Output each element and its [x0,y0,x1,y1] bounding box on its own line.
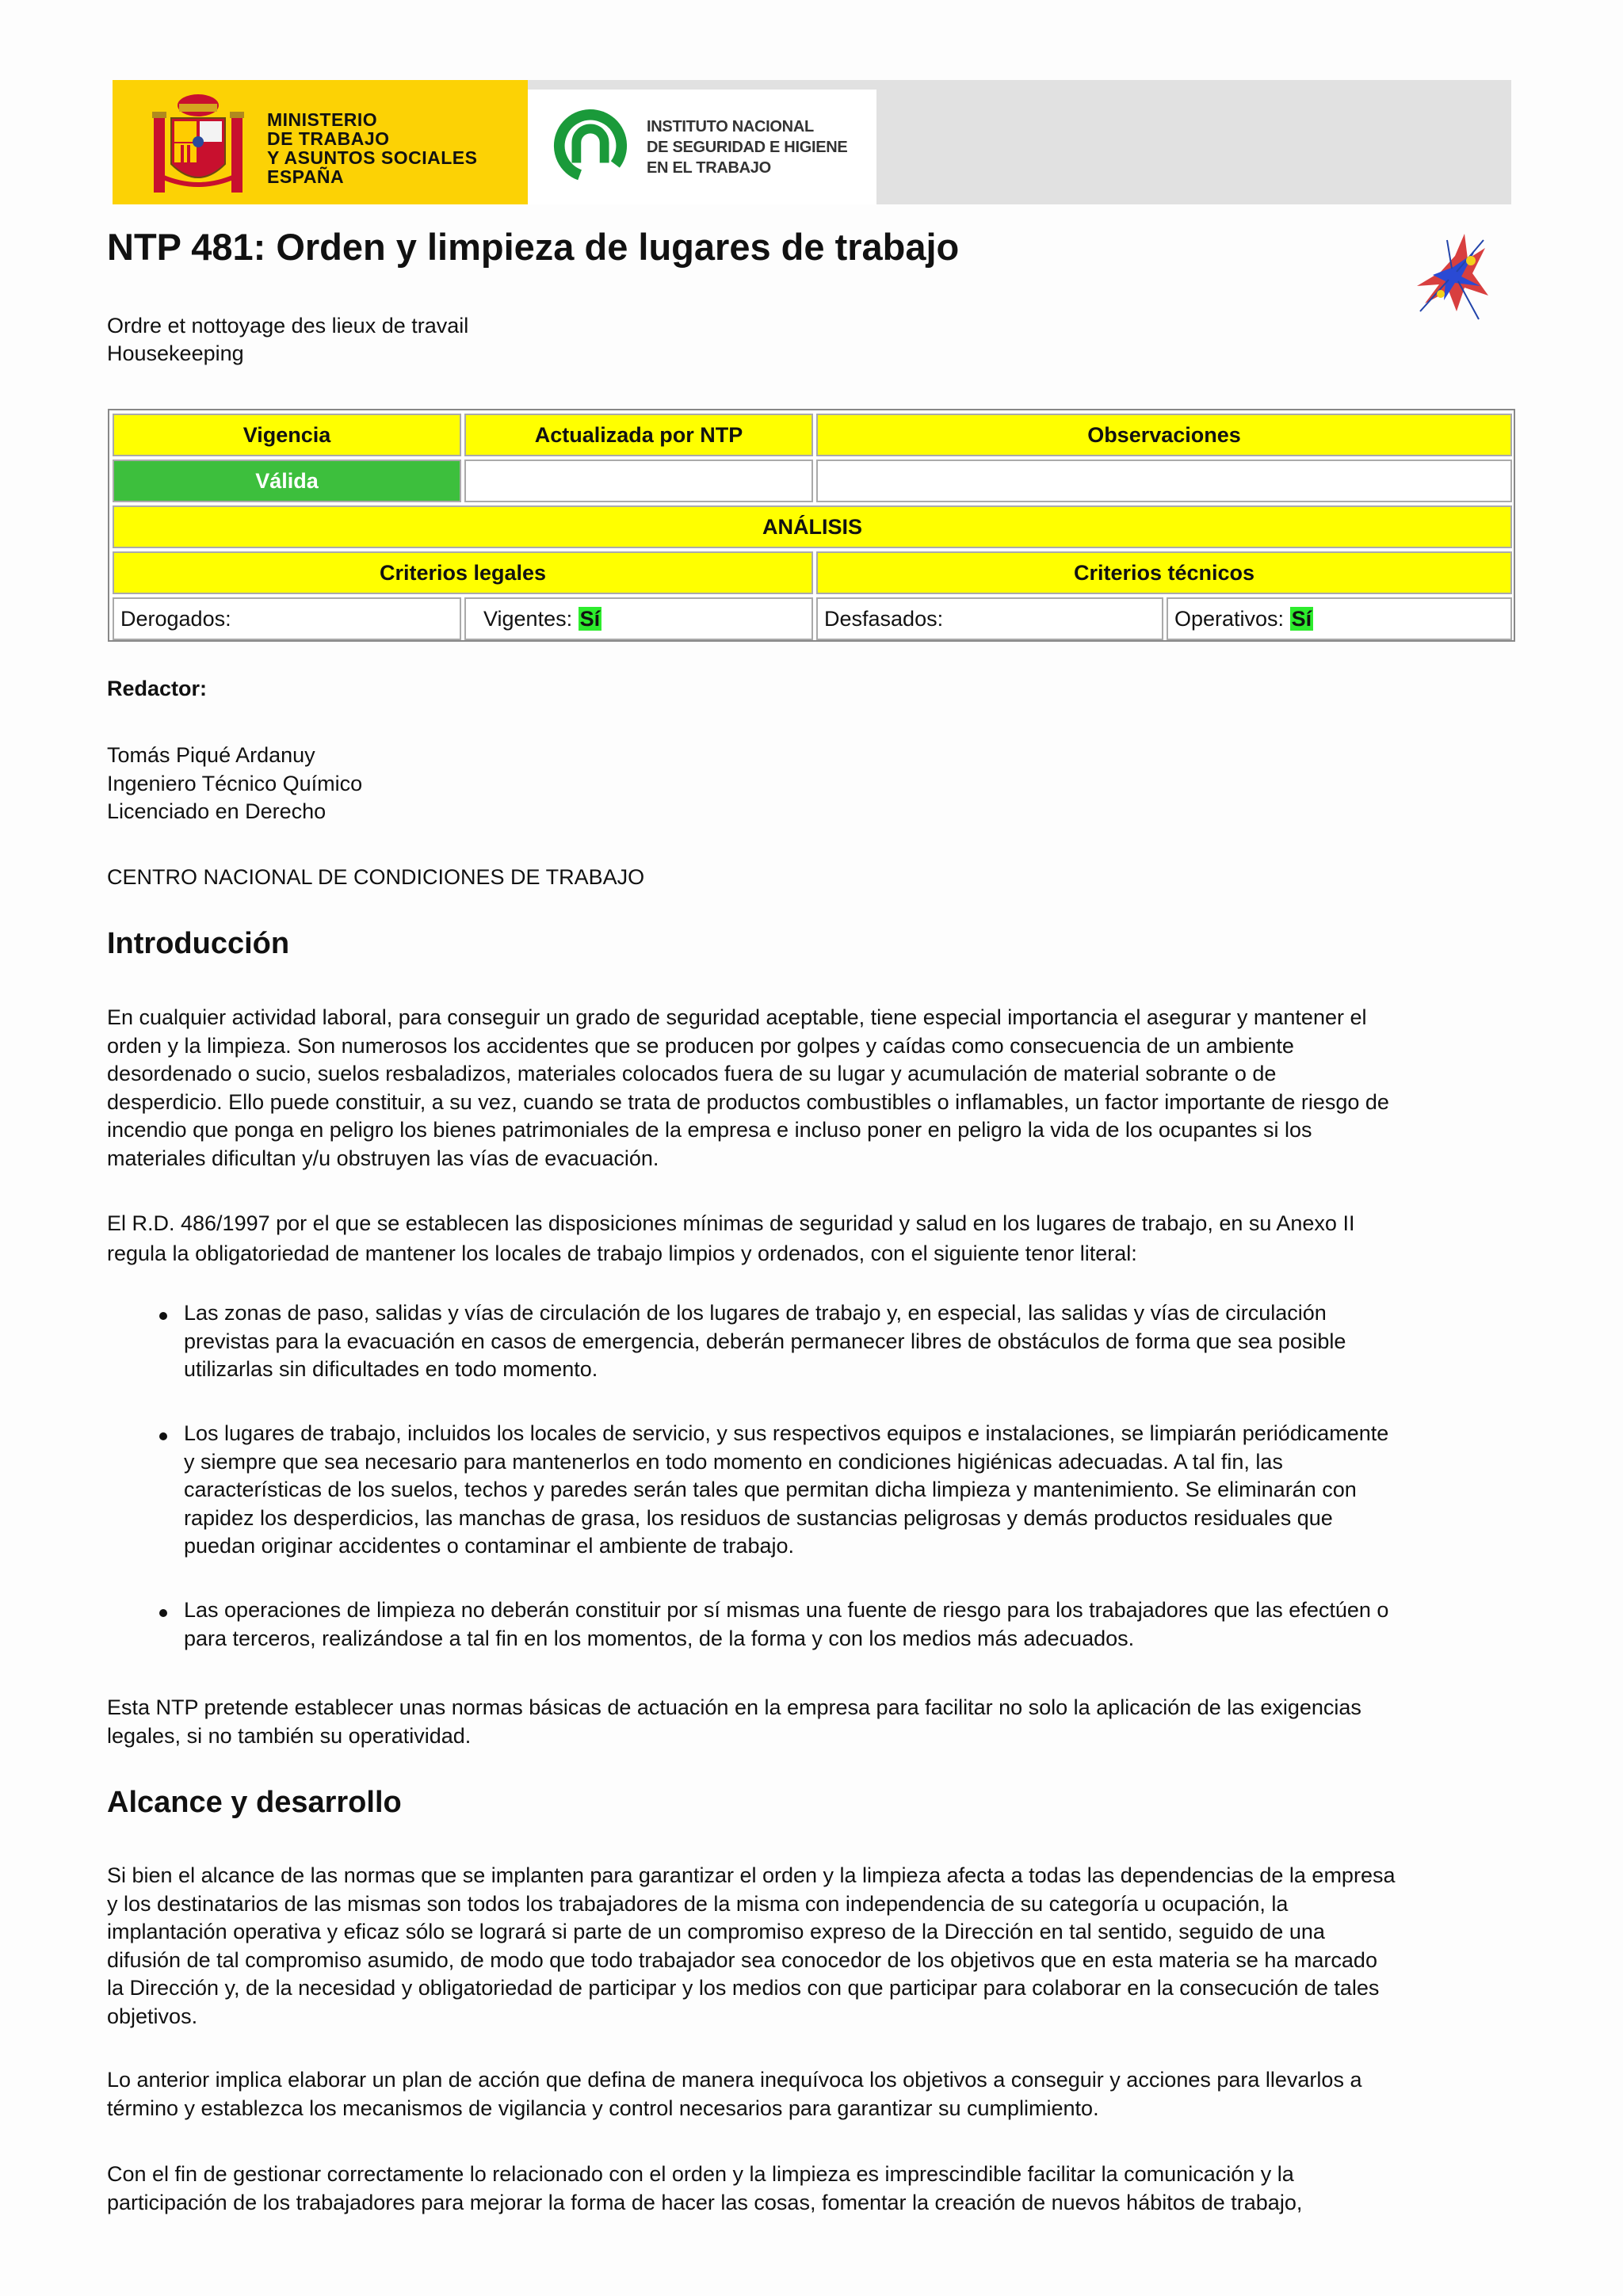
header-banner [113,80,1511,204]
center-name: CENTRO NACIONAL DE CONDICIONES DE TRABAJO [107,865,645,889]
text-line: regula la obligatoriedad de mantener los locales de trabajo limpios y ordenados, con el siguiente tenor literal: [107,1241,1137,1265]
redactor-title: Ingeniero Técnico Químico [107,771,363,795]
text-line: Las zonas de paso, salidas y vías de circulación de los lugares de trabajo y, en especial, las salidas y vías de circulación [184,1301,1327,1325]
institute-logo [528,90,876,204]
header-vigencia: Vigencia [113,414,461,456]
text-line: la Dirección y, de la necesidad y obligatoriedad de participar y los medios con que participar para colaborar en la consecución de tales [107,1976,1380,2000]
analisis-header: ANÁLISIS [113,505,1512,548]
text-line: término y establezca los mecanismos de vigilancia y control necesarios para garantizar su cumplimiento. [107,2096,1099,2120]
bullet-icon [159,1312,167,1320]
observaciones-value [816,460,1512,502]
text-line: y los destinatarios de las mismas son todos los trabajadores de la misma con independencia de su categoría u ocupación, la [107,1891,1289,1916]
text-line: Los lugares de trabajo, incluidos los locales de servicio, y sus respectivos equipos e instalaciones, se limpiarán periódicamente [184,1421,1389,1445]
text-line: desperdicio. Ello puede constituir, a su vez, cuando se trata de productos combustibles o inflamables, un factor importante de riesgo de [107,1089,1389,1114]
ministry-name [267,110,477,186]
redactor-info [107,742,1518,826]
text-line: Con el fin de gestionar correctamente lo relacionado con el orden y la limpieza es imprescindible facilitar la comunicación y la [107,2162,1294,2186]
text-line: Lo anterior implica elaborar un plan de acción que defina de manera inequívoca los objetivos a conseguir y acciones para llevarlos a [107,2068,1362,2092]
ministry-line: DE TRABAJO [267,128,390,149]
title-english: Housekeeping [107,341,244,365]
header-observaciones: Observaciones [816,414,1512,456]
text-line: desordenado o sucio, suelos resbaladizos, materiales colocados fuera de su lugar y acumulación de material sobrante o de [107,1062,1277,1085]
operativos-cell [1167,597,1512,640]
ministry-line: Y ASUNTOS SOCIALES [267,147,478,168]
derogados-cell [113,597,461,640]
institute-line: EN EL TRABAJO [647,159,771,177]
text-line: previstas para la evacuación en casos de emergencia, deberán permanecer libres de obstáculos de forma que sea posible [184,1329,1346,1353]
intro-paragraph-1 [107,1004,1518,1173]
coat-of-arms-icon [151,90,246,199]
ministry-line: MINISTERIO [267,109,378,130]
text-line: El R.D. 486/1997 por el que se establecen las disposiciones mínimas de seguridad y salud en los lugares de trabajo, en su Anexo II [107,1211,1355,1235]
text-line: y siempre que sea necesario para mantenerlos en todo momento en condiciones higiénicas adecuadas. A tal fin, las [184,1449,1283,1474]
text-line: legales, si no también su operatividad. [107,1723,472,1748]
criterios-tecnicos-header: Criterios técnicos [816,551,1512,594]
alcance-paragraph-3 [107,2161,1518,2217]
intro-paragraph-2 [107,1208,1518,1268]
text-line: para terceros, realizándose a tal fin en los momentos, de la forma y con los medios más adecuados. [184,1626,1135,1650]
operativos-value: Sí [1291,607,1312,631]
operativos-label: Operativos: [1174,607,1285,631]
text-line: puedan originar accidentes o contaminar el ambiente de trabajo. [184,1534,794,1558]
text-line: Esta NTP pretende establecer unas normas básicas de actuación en la empresa para facilitar no solo la aplicación de las exigencias [107,1695,1361,1719]
vigentes-cell [464,597,813,640]
vigencia-value: Válida [113,460,461,502]
ministry-line: ESPAÑA [267,166,345,187]
text-line: características de los suelos, techos y paredes serán tales que permitan dicha limpieza y mantenimiento. Se eliminarán con [184,1478,1357,1501]
status-table [108,409,1515,642]
criterios-legales-header: Criterios legales [113,551,813,594]
insht-ring-icon [552,107,629,185]
desfasados-cell [816,597,1163,640]
text-line: objetivos. [107,2004,198,2028]
institute-name [647,116,847,178]
ministry-logo [113,80,528,204]
text-line: incendio que ponga en peligro los bienes patrimoniales de la empresa e incluso poner en peligro la vida de los ocupantes si los [107,1118,1312,1142]
text-line: utilizarlas sin dificultades en todo momento. [184,1357,598,1381]
redactor-label: Redactor: [107,677,208,700]
alcance-paragraph-2 [107,2066,1518,2122]
vigentes-value: Sí [579,607,601,631]
text-line: En cualquier actividad laboral, para conseguir un grado de seguridad aceptable, tiene especial importancia el asegurar y mantener el [107,1005,1367,1029]
text-line: difusión de tal compromiso asumido, de modo que todo trabajador sea conocedor de los objetivos que en esta materia se ha marcado [107,1947,1377,1972]
text-line: orden y la limpieza. Son numerosos los accidentes que se producen por golpes y caídas como consecuencia de un ambiente [107,1033,1294,1058]
redactor-degree: Licenciado en Derecho [107,799,327,823]
text-line: participación de los trabajadores para mejorar la forma de hacer las cosas, fomentar la creación de nuevos hábitos de trabajo, [107,2190,1303,2214]
alternate-titles [107,312,468,368]
text-line: Si bien el alcance de las normas que se implanten para garantizar el orden y la limpieza afecta a todas las dependencias de la empresa [107,1863,1396,1887]
text-line: materiales dificultan y/u obstruyen las vías de evacuación. [107,1146,659,1170]
title-french: Ordre et nottoyage des lieux de travail [107,314,469,338]
text-line: Las operaciones de limpieza no deberán constituir por sí mismas una fuente de riesgo para los trabajadores que las efectúen o [184,1598,1389,1622]
redactor-name: Tomás Piqué Ardanuy [107,743,315,767]
bullet-icon [159,1432,167,1440]
institute-line: INSTITUTO NACIONAL [647,118,814,135]
institute-line: DE SEGURIDAD E HIGIENE [647,139,848,156]
text-line: implantación operativa y eficaz sólo se logrará si parte de un compromiso expreso de la Dirección en tal sentido, seguido de una [107,1920,1325,1943]
derogados-label: Derogados: [120,607,231,631]
section-heading-alcance: Alcance y desarrollo [107,1786,402,1819]
text-line: rapidez los desperdicios, las manchas de grasa, los residuos de sustancias peligrosas y demás productos residuales que [184,1505,1333,1530]
alcance-paragraph-1 [107,1862,1518,2031]
intro-paragraph-3 [107,1694,1518,1750]
bullet-icon [159,1609,167,1617]
vigentes-label: Vigentes: [483,607,573,631]
actualizada-value [464,460,813,502]
section-heading-introduccion: Introducción [107,927,290,960]
page-title: NTP 481: Orden y limpieza de lugares de trabajo [107,226,960,268]
decorative-splash-icon [1409,224,1493,332]
header-actualizada: Actualizada por NTP [464,414,813,456]
desfasados-label: Desfasados: [824,607,944,631]
